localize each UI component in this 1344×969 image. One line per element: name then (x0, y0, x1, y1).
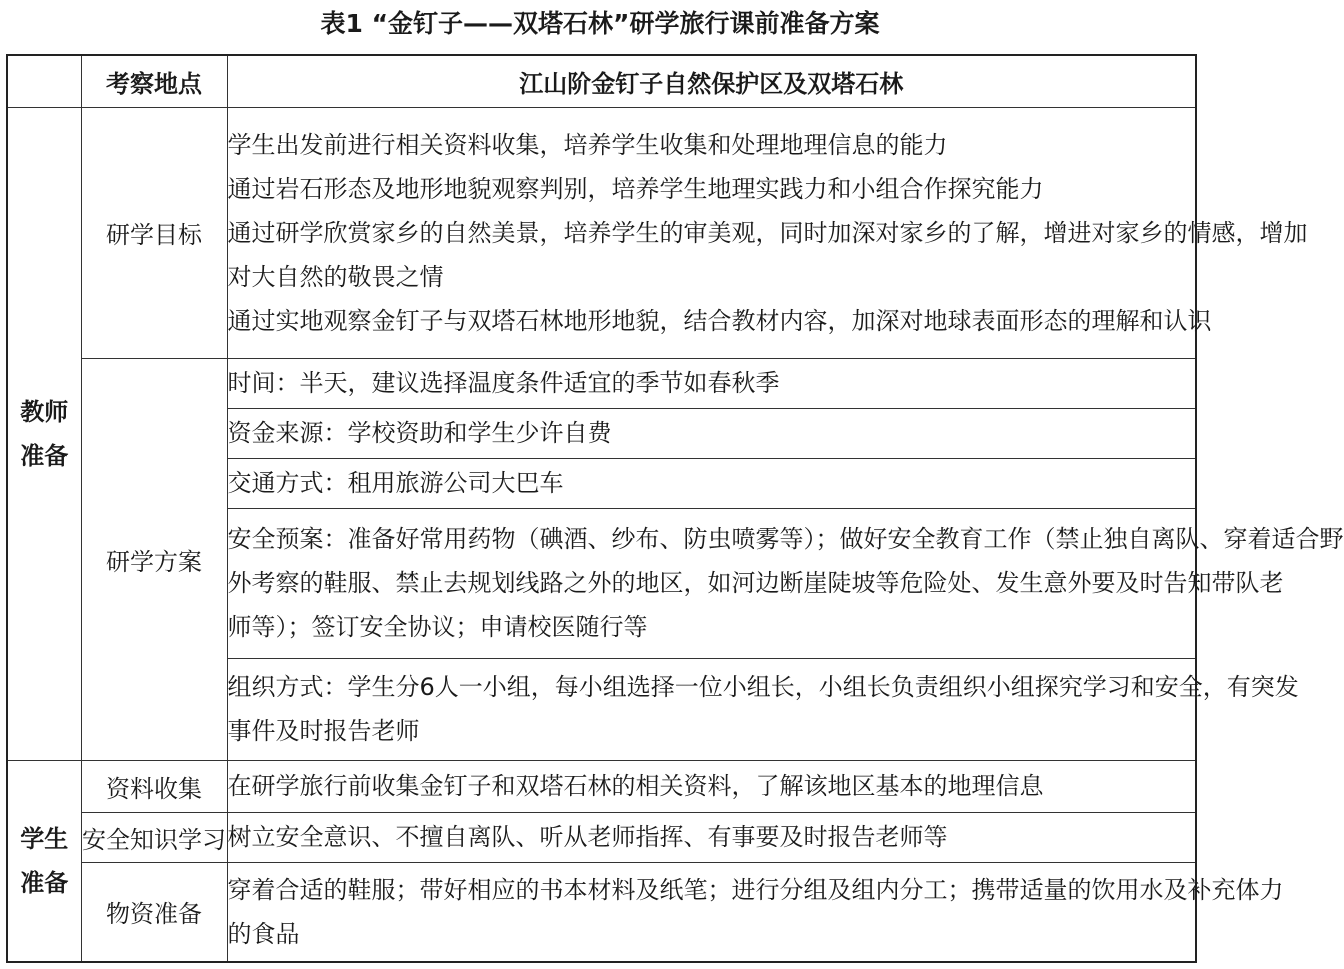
student-prep-category (7, 760, 81, 962)
supplies-line: 穿着合适的鞋服；带好相应的书本材料及纸笔；进行分组及组内分工；携带适量的饮用水及补充体力 (227, 875, 1284, 904)
table-title: 表1 “金钉子——双塔石林”研学旅行课前准备方案 (320, 9, 880, 38)
plan-organization-line: 组织方式：学生分6人一小组，每小组选择一位小组长，小组长负责组织小组探究学习和安全，有突发 (227, 673, 1299, 701)
goals-line: 学生出发前进行相关资料收集，培养学生收集和处理地理信息的能力 (227, 130, 948, 159)
plan-time (227, 358, 1196, 408)
plan-organization-line: 事件及时报告老师 (227, 717, 420, 745)
goals-line: 通过研学欣赏家乡的自然美景，培养学生的审美观，同时加深对家乡的了解，增进对家乡的情感，增加 (227, 218, 1308, 247)
goals-line: 对大自然的敬畏之情 (227, 262, 444, 291)
plan-time-row (7, 358, 1196, 408)
supplies-line: 的食品 (227, 919, 300, 948)
header-location-label: 考察地点 (81, 55, 227, 107)
plan-transport (227, 458, 1196, 508)
student-category-line2: 准备 (20, 868, 69, 897)
goals-line: 通过实地观察金钉子与双塔石林地形地貌，结合教材内容，加深对地球表面形态的理解和认识 (227, 306, 1212, 335)
materials-label: 资料收集 (81, 760, 227, 812)
goals-label: 研学目标 (81, 107, 227, 358)
safety-knowledge-content (227, 812, 1196, 862)
plan-safety-line: 安全预案：准备好常用药物（碘酒、纱布、防虫喷雾等）；做好安全教育工作（禁止独自离队、穿着适合野 (227, 525, 1344, 553)
plan-funding (227, 408, 1196, 458)
safety-knowledge-label: 安全知识学习 (81, 812, 227, 862)
materials-content (227, 760, 1196, 812)
header-location-value: 江山阶金钉子自然保护区及双塔石林 (227, 55, 1196, 107)
teacher-prep-category (7, 107, 81, 760)
plan-organization (227, 658, 1299, 760)
goals-line: 通过岩石形态及地形地貌观察判别，培养学生地理实践力和小组合作探究能力 (227, 174, 1044, 203)
plan-safety-line: 师等）；签订安全协议；申请校医随行等 (227, 613, 648, 641)
supplies-label: 物资准备 (81, 862, 227, 962)
teacher-category-line2: 准备 (20, 441, 69, 470)
plan-transport-text: 交通方式：租用旅游公司大巴车 (227, 469, 564, 497)
plan-label: 研学方案 (81, 358, 227, 760)
student-supplies-row (7, 862, 1196, 962)
materials-text: 在研学旅行前收集金钉子和双塔石林的相关资料，了解该地区基本的地理信息 (227, 772, 1044, 800)
teacher-goals-row (7, 107, 1196, 358)
student-safety-row (7, 812, 1196, 862)
plan-funding-text: 资金来源：学校资助和学生少许自费 (227, 419, 612, 447)
plan-safety-line: 外考察的鞋服、禁止去规划线路之外的地区，如河边断崖陡坡等危险处、发生意外要及时告知带队老 (227, 569, 1284, 597)
supplies-content (227, 862, 1284, 962)
goals-content (227, 107, 1308, 358)
safety-knowledge-text: 树立安全意识、不擅自离队、听从老师指挥、有事要及时报告老师等 (227, 823, 948, 851)
plan-time-text: 时间：半天，建议选择温度条件适宜的季节如春秋季 (227, 369, 780, 397)
header-row (7, 55, 1196, 107)
research-trip-plan-table (6, 54, 1344, 963)
student-materials-row (7, 760, 1196, 812)
plan-safety (227, 508, 1344, 658)
teacher-category-line1: 教师 (20, 397, 69, 426)
student-category-line1: 学生 (20, 824, 69, 853)
header-blank-cell (7, 55, 81, 107)
